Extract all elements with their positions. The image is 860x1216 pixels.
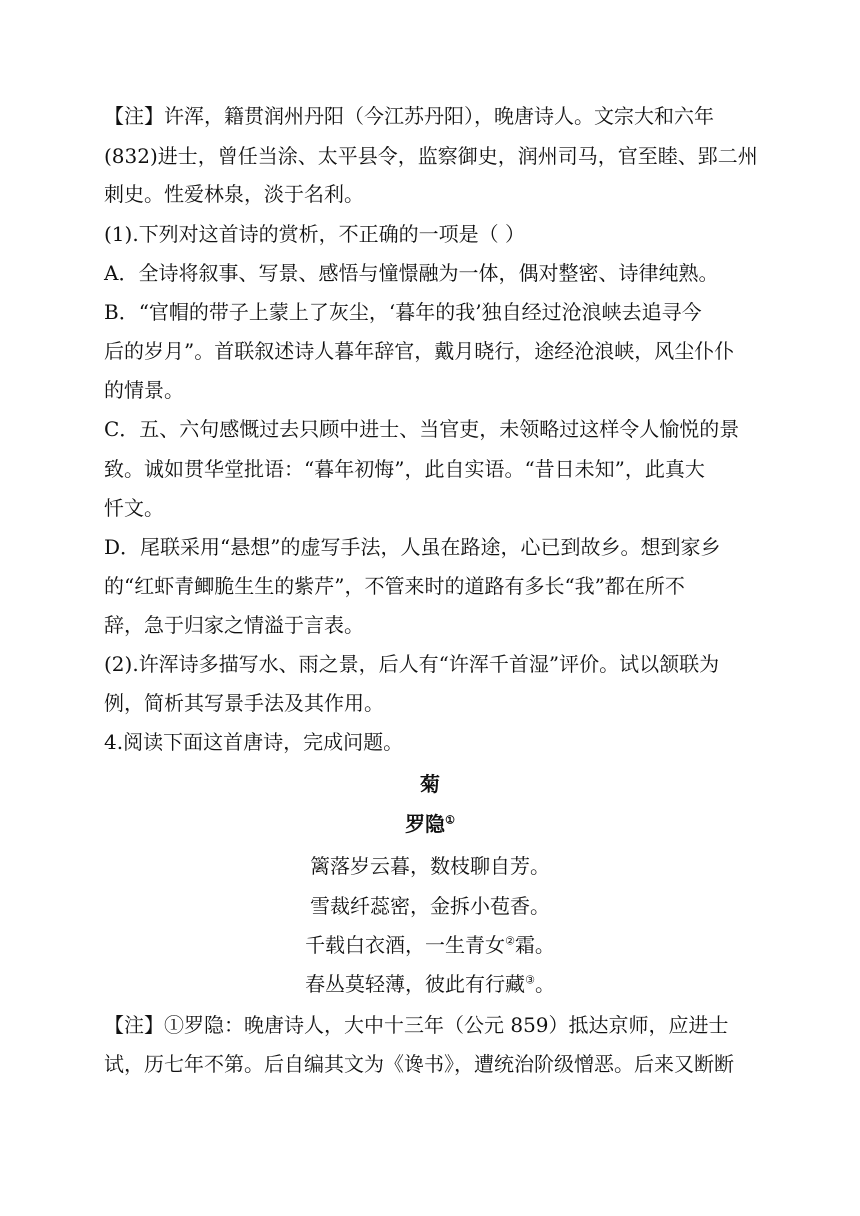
poem-line-4 [0,970,860,998]
poem-author [0,810,860,838]
question-4-intro: 4.阅读下面这首唐诗，完成问题。 [104,730,404,754]
poem-text: 霜。 [514,933,555,957]
option-b-cont: 后的岁月”。首联叙述诗人暮年辞官，戴月晓行，途经沧浪峡，风尘仆仆 [104,339,735,363]
poem-text: 千载白衣酒，一生青女 [305,933,506,957]
poem-title: 菊 [420,772,440,796]
option-c-cont: 忏文。 [104,496,164,520]
question-stem: (1).下列对这首诗的赏析，不正确的一项是（ ） [104,222,526,246]
poem-text: 春丛莫轻薄，彼此有行藏 [305,972,526,996]
question-2-cont: 例，简析其写景手法及其作用。 [104,691,384,715]
option-b-cont: 的情景。 [104,378,184,402]
note-line: (832)进士，曾任当涂、太平县令，监察御史，润州司马，官至睦、郢二州 [104,144,758,168]
option-d-cont: 的“红虾青鲫脆生生的紫芹”，不管来时的道路有多长“我”都在所不 [104,574,685,598]
option-c: C．五、六句感慨过去只顾中进士、当官吏，未领略过这样令人愉悦的景 [104,417,740,441]
question-2: (2).许浑诗多描写水、雨之景，后人有“许浑千首湿”评价。试以颔联为 [104,652,720,676]
note-line: 试，历七年不第。后自编其文为《谗书》，遭统治阶级憎恶。后来又断断 [104,1052,734,1076]
option-a: A．全诗将叙事、写景、感悟与憧憬融为一体，偶对整密、诗律纯熟。 [104,261,719,285]
poem-text: 。 [534,972,555,996]
poem-line-3 [0,931,860,959]
poem-line-1: 篱落岁云暮，数枝聊自芳。 [310,854,550,878]
footnote-mark: ③ [525,973,535,987]
footnote-mark: ① [445,813,455,827]
note-line: 【注】许浑，籍贯润州丹阳（今江苏丹阳），晚唐诗人。文宗大和六年 [104,104,714,128]
note-line: 【注】①罗隐：晚唐诗人，大中十三年（公元 859）抵达京师，应进士 [104,1013,729,1037]
option-b: B．“官帽的带子上蒙上了灰尘，‘暮年的我’独自经过沧浪峡去追寻今 [104,300,702,324]
option-d-cont: 辞，急于归家之情溢于言表。 [104,613,364,637]
poem-line-2: 雪裁纤蕊密，金拆小苞香。 [310,894,550,918]
footnote-mark: ② [505,934,515,948]
note-line: 刺史。性爱林泉，淡于名利。 [104,182,364,206]
poem-author-name: 罗隐 [405,812,446,836]
option-c-cont: 致。诚如贯华堂批语：“暮年初悔”，此自实语。“昔日未知”，此真大 [104,457,705,481]
option-d: D．尾联采用“悬想”的虚写手法，人虽在路途，心已到故乡。想到家乡 [104,535,721,559]
